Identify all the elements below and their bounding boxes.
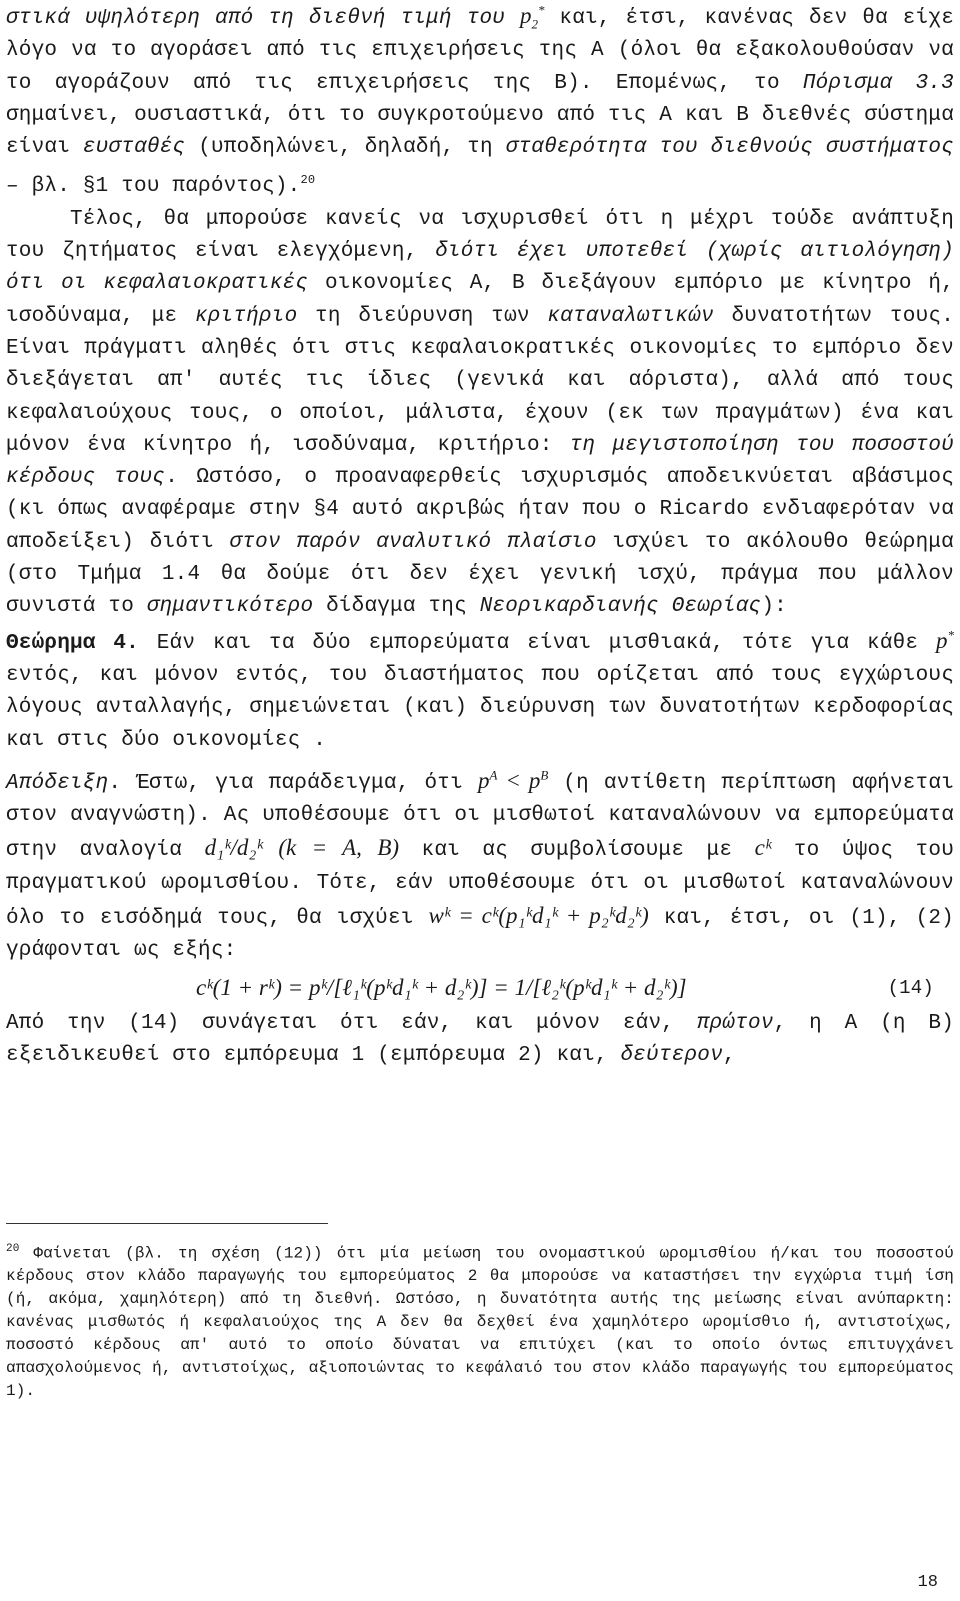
consumption-ratio: d₁ᵏ/d₂ᵏ (k = A, B) xyxy=(204,835,400,861)
paragraph-3 xyxy=(6,1008,954,1073)
proof-label: Απόδειξη xyxy=(6,771,109,795)
text-run: – βλ. §1 του παρόντος). xyxy=(6,175,301,199)
italic-run: πρώτον xyxy=(696,1011,774,1035)
text-run: και, έτσι, οι (1), (2) γράφονται ως εξής: xyxy=(6,907,954,963)
equation-14 xyxy=(6,972,954,1004)
footnote-number: 20 xyxy=(6,1243,20,1255)
text-run: τη διεύρυνση των xyxy=(297,304,548,328)
italic-run: τη μεγιστοποίηση του ποσοστού κέρδους τους xyxy=(6,433,954,490)
text-run: οικονομίες Α, Β διεξάγουν εμπόριο με κίνητρο ή, ισοδύναμα, με xyxy=(6,272,955,328)
text-run: (υποδηλώνει, δηλαδή, τη xyxy=(185,136,506,160)
paragraph-2 xyxy=(6,204,954,624)
text-run: ισχύει το ακόλουθο θεώρημα (στο Τμήμα 1.4 θα δούμε ότι δεν έχει γενική ισχύ, πράγμα που μάλλον συνιστά το xyxy=(6,530,954,619)
text-run: . Ωστόσο, ο προαναφερθείς ισχυρισμός αποδεικνύεται αβάσιμος (κι όπως αναφέραμε στην §4 αυτό ακριβώς ήταν που ο Ricardo ενδιαφερόταν να αποδείξει) διότι xyxy=(6,466,954,554)
price-inequality: $p^A < p^B$ xyxy=(477,767,549,793)
text-run: (η αντίθετη περίπτωση αφήνεται στον αναγνώστη). Ας υποθέσουμε ότι οι μισθωτοί καταναλώνουν να εμπορεύματα στην αναλογία xyxy=(6,771,954,863)
italic-run: δεύτερον xyxy=(620,1044,723,1068)
wage-equation: wᵏ = cᵏ(p₁ᵏd₁ᵏ + p₂ᵏd₂ᵏ) xyxy=(428,903,649,929)
italic-run: διότι έχει υποτεθεί (χωρίς αιτιολόγηση) ότι οι κεφαλαιοκρατικές xyxy=(6,240,955,296)
footnote-reference[interactable]: 20 xyxy=(300,173,316,188)
proof xyxy=(6,765,954,968)
italic-run: σημαντικότερο xyxy=(146,595,314,619)
text-run: δίδαγμα της xyxy=(313,595,480,619)
italic-run: στον παρόν αναλυτικό πλαίσιο xyxy=(229,530,597,554)
price-symbol: $p_2^*$ xyxy=(520,2,545,32)
paragraph-1 xyxy=(6,0,954,204)
italic-run: Νεορικαρδιανής Θεωρίας xyxy=(479,595,762,619)
italic-run: σταθερότητα του διεθνούς συστήματος xyxy=(505,136,954,160)
text-run: Από την (14) συνάγεται ότι εάν, και μόνον εάν, xyxy=(6,1011,697,1035)
price-symbol: p* xyxy=(936,626,954,653)
text-run: Τέλος, θα μπορούσε κανείς να ισχυρισθεί ότι η μέχρι τούδε ανάπτυξη του ζητήματος είναι ελεγχόμενη, xyxy=(6,207,954,264)
footnote-text: Φαίνεται (βλ. τη σχέση (12)) ότι μία μείωση του ονομαστικού ωρομισθίου ή/και του ποσοστού κέρδους στον κλάδο παραγωγής του εμπορεύματος 2 θα μπορούσε να καταστήσει την εγχώρια τιμή ίση (ή, ακόμα, χαμηλότερη) από τη διεθνή. Ωστόσο, η δυνατότητα αυτής της μείωσης είναι ανύπαρκτη: κανένας μισθωτός ή κεφαλαιούχος της Α δεν θα δεχθεί ένα χαμηλότερο ωρομίσθιο ή, αντιστοίχως, ποσοστό κέρδους απ' αυτό το οποίο δύναται να επιτύχει (και το οποίο όντως επιτυγχάνει απασχολούμενος ή, αντιστοίχως, αξιοποιώντας το κεφάλαιό του στον κλάδο παραγωγής του εμπορεύματος 1). xyxy=(6,1244,954,1401)
text-run: , η Α (η Β) εξειδικευθεί στο εμπόρευμα 1 (εμπόρευμα 2) και, xyxy=(6,1011,955,1068)
real-wage-symbol: cᵏ xyxy=(754,835,772,861)
footnote-separator xyxy=(6,1223,328,1224)
text-run: . Έστω, για παράδειγμα, ότι xyxy=(108,771,478,795)
theorem-label: Θεώρημα 4. xyxy=(6,631,139,655)
document-page xyxy=(6,0,954,1073)
italic-run: καταναλωτικών xyxy=(547,304,714,328)
text-run: εντός, και μόνον εντός, του διαστήματος που ορίζεται από τους εγχώριους λόγους ανταλλαγής, σημειώνεται (και) διεύρυνση των δυνατοτήτων κερδοφορίας και στις δύο οικονομίες . xyxy=(6,663,954,752)
equation-14-body: cᵏ(1 + rᵏ) = pᵏ/[ℓ₁ᵏ(pᵏd₁ᵏ + d₂ᵏ)] = 1/[ℓ₂ᵏ(pᵏd₁ᵏ + d₂ᵏ)] xyxy=(196,974,687,1000)
text-run: και, έτσι, κανένας δεν θα είχε λόγο να το αγοράσει από τις επιχειρήσεις της Α (όλοι θα εξακολουθούσαν να το αγοράζουν από τις επιχειρήσεις της Β). Επομένως, το xyxy=(6,7,954,95)
text-run: , xyxy=(722,1044,736,1068)
text-run: δυνατοτήτων τους. Είναι πράγματι αληθές ότι στις κεφαλαιοκρατικές οικονομίες το εμπόριο δεν διεξάγεται απ' αυτές τις ίδιες (γενικά και αόριστα), αλλά από τους κεφαλαιούχους τους, ο οποίοι, μάλιστα, έχουν (εκ των πραγμάτων) ένα και μόνον ένα κίνητρο ή, ισοδύναμα, κριτήριο: xyxy=(6,304,955,457)
italic-run: κριτήριο xyxy=(195,304,298,328)
text-run: ): xyxy=(761,595,787,619)
text-run: Εάν και τα δύο εμπορεύματα είναι μισθιακά, τότε για κάθε xyxy=(138,631,936,655)
text-run: στικά υψηλότερη από τη διεθνή τιμή του xyxy=(6,7,521,30)
footnote-20 xyxy=(6,1238,954,1403)
theorem-4 xyxy=(6,625,954,757)
italic-run: Πόρισμα 3.3 xyxy=(802,71,954,95)
equation-number: (14) xyxy=(887,976,934,999)
text-run: και ας συμβολίσουμε με xyxy=(399,839,755,863)
text-run: σημαίνει, ουσιαστικά, ότι το συγκροτούμενο από τις Α και Β διεθνές σύστημα είναι xyxy=(6,103,954,160)
italic-run: ευσταθές xyxy=(82,136,186,160)
text-run: το ύψος του πραγματικού ωρομισθίου. Τότε, εάν υποθέσουμε ότι οι μισθωτοί καταναλώνουν όλο το εισόδημά τους, θα ισχύει xyxy=(6,839,954,931)
page-number: 18 xyxy=(917,1573,938,1592)
main-body xyxy=(6,0,954,1073)
